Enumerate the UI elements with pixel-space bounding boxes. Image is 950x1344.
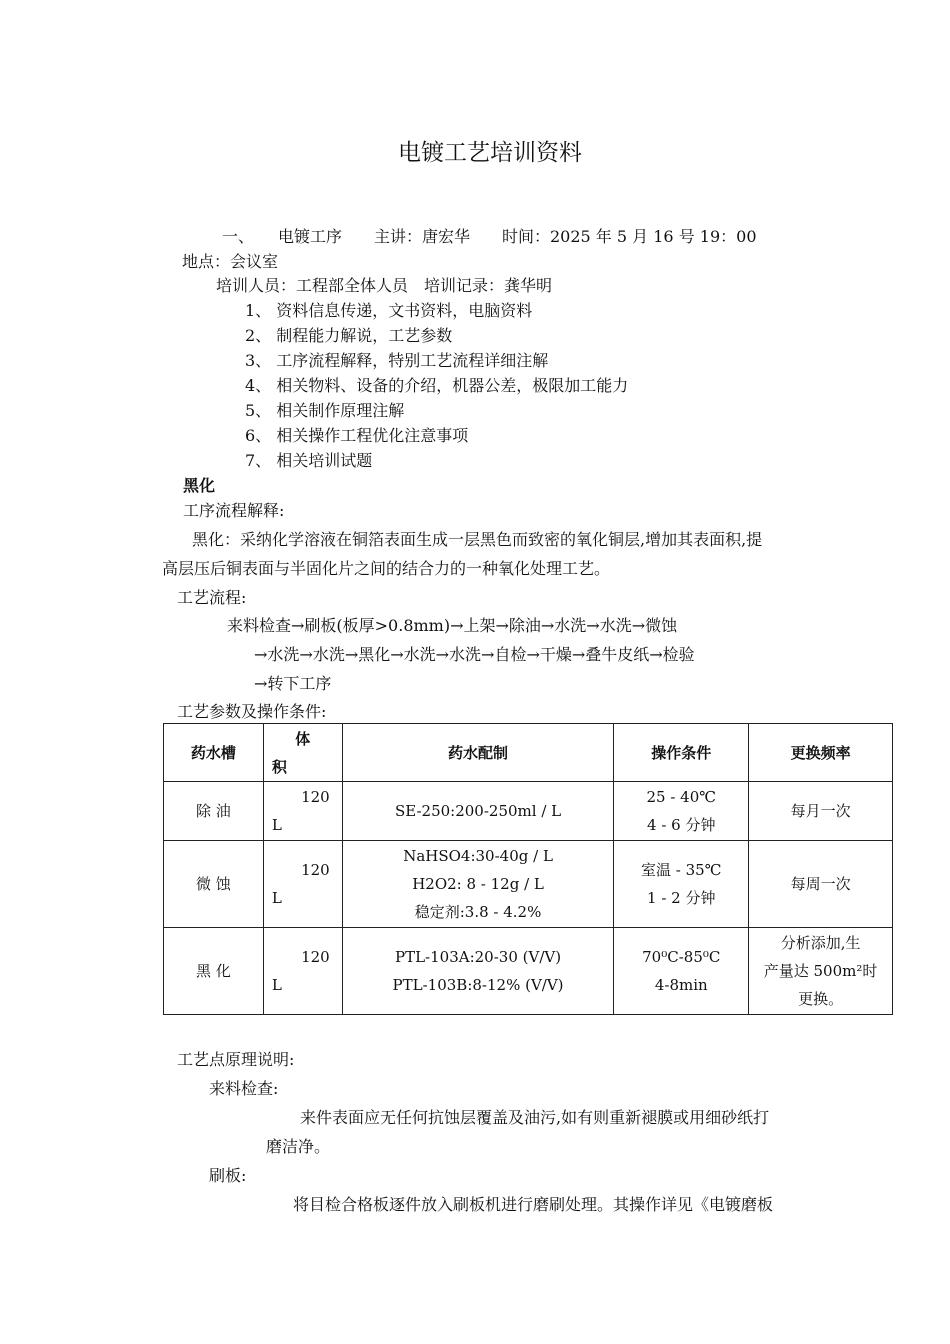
volume-unit: L <box>271 976 282 994</box>
brush-label: 刷板: <box>209 1166 247 1185</box>
header-volume-char2: 积 <box>271 757 287 776</box>
process-flow-line: →水洗→水洗→黑化→水洗→水洗→自检→干燥→叠牛皮纸→检验 <box>254 645 695 664</box>
condition-line: 4-8min <box>654 976 708 994</box>
volume-unit: L <box>271 889 282 907</box>
params-label: 工艺参数及操作条件: <box>177 702 327 721</box>
header-frequency: 更换频率 <box>749 724 893 782</box>
table-header-row <box>164 724 893 782</box>
volume-unit: L <box>271 816 282 834</box>
process-flow-line: →转下工序 <box>254 674 332 693</box>
volume-cell <box>263 841 342 928</box>
flow-explain-label: 工序流程解释: <box>183 501 285 520</box>
volume-cell <box>263 928 342 1015</box>
incoming-check-text: 磨洁净。 <box>266 1137 331 1156</box>
tank-cell: 除 油 <box>164 782 264 841</box>
agenda-item: 6、 相关操作工程优化注意事项 <box>245 426 469 445</box>
table-row <box>164 782 893 841</box>
volume-number: 120 <box>301 788 330 806</box>
frequency-line: 每月一次 <box>790 802 851 820</box>
table-row <box>164 841 893 928</box>
params-table <box>163 723 893 1015</box>
formula-cell <box>342 928 614 1015</box>
formula-line: NaHSO4:30-40g / L <box>403 847 553 865</box>
agenda-item: 2、 制程能力解说，工艺参数 <box>245 326 453 345</box>
header-volume-char1: 体 <box>295 729 311 748</box>
table-row <box>164 928 893 1015</box>
attendees-text: 培训人员：工程部全体人员 培训记录：龚华明 <box>216 276 553 295</box>
tank-cell: 黑 化 <box>164 928 264 1015</box>
formula-line: PTL-103A:20-30 (V/V) <box>395 948 562 966</box>
header-formula: 药水配制 <box>342 724 614 782</box>
agenda-item: 4、 相关物料、设备的介绍，机器公差，极限加工能力 <box>245 376 629 395</box>
page-title: 电镀工艺培训资料 <box>398 140 582 166</box>
frequency-cell <box>749 841 893 928</box>
header-conditions: 操作条件 <box>614 724 749 782</box>
header-line: 一、 电镀工序 主讲：唐宏华 时间：2025 年 5 月 16 号 19：00 <box>222 227 757 246</box>
formula-line: 稳定剂:3.8 - 4.2% <box>414 903 542 921</box>
agenda-item: 3、 工序流程解释，特别工艺流程详细注解 <box>245 351 549 370</box>
brush-text: 将目检合格板逐件放入刷板机进行磨刷处理。其操作详见《电镀磨板 <box>293 1195 774 1214</box>
description-line: 黑化：采纳化学溶液在铜箔表面生成一层黑色而致密的氧化铜层,增加其表面积,提 <box>192 530 763 549</box>
incoming-check-label: 来料检查: <box>209 1079 279 1098</box>
header-volume <box>263 724 342 782</box>
process-label: 工艺流程: <box>177 588 247 607</box>
agenda-item: 5、 相关制作原理注解 <box>245 401 405 420</box>
section-heading: 黑化 <box>183 476 216 495</box>
condition-line: 25 - 40℃ <box>646 788 717 806</box>
incoming-check-text: 来件表面应无任何抗蚀层覆盖及油污,如有则重新褪膜或用细砂纸打 <box>300 1108 770 1127</box>
conditions-cell <box>614 841 749 928</box>
formula-line: H2O2: 8 - 12g / L <box>412 875 544 893</box>
condition-line: 1 - 2 分钟 <box>647 889 716 907</box>
volume-number: 120 <box>301 861 330 879</box>
agenda-item: 1、 资料信息传递，文书资料，电脑资料 <box>245 301 533 320</box>
frequency-line: 分析添加,生 <box>780 934 861 952</box>
formula-cell <box>342 782 614 841</box>
agenda-item: 7、 相关培训试题 <box>245 451 373 470</box>
volume-cell <box>263 782 342 841</box>
formula-line: SE-250:200-250ml / L <box>394 802 562 820</box>
frequency-cell <box>749 928 893 1015</box>
frequency-cell <box>749 782 893 841</box>
frequency-line: 每周一次 <box>790 875 851 893</box>
header-tank: 药水槽 <box>164 724 264 782</box>
frequency-line: 产量达 500m²时 <box>763 962 878 980</box>
condition-line: 70⁰C-85⁰C <box>642 948 721 966</box>
description-line: 高层压后铜表面与半固化片之间的结合力的一种氧化处理工艺。 <box>162 559 611 578</box>
conditions-cell <box>614 782 749 841</box>
conditions-cell <box>614 928 749 1015</box>
process-flow-line: 来料检查→刷板(板厚>0.8mm)→上架→除油→水洗→水洗→微蚀 <box>227 616 678 635</box>
formula-line: PTL-103B:8-12% (V/V) <box>392 976 564 994</box>
tank-cell: 微 蚀 <box>164 841 264 928</box>
formula-cell <box>342 841 614 928</box>
principles-label: 工艺点原理说明: <box>177 1050 295 1069</box>
volume-number: 120 <box>301 948 330 966</box>
condition-line: 室温 - 35℃ <box>641 861 722 879</box>
condition-line: 4 - 6 分钟 <box>647 816 716 834</box>
location-text: 地点：会议室 <box>182 252 279 271</box>
frequency-line: 更换。 <box>798 990 844 1008</box>
